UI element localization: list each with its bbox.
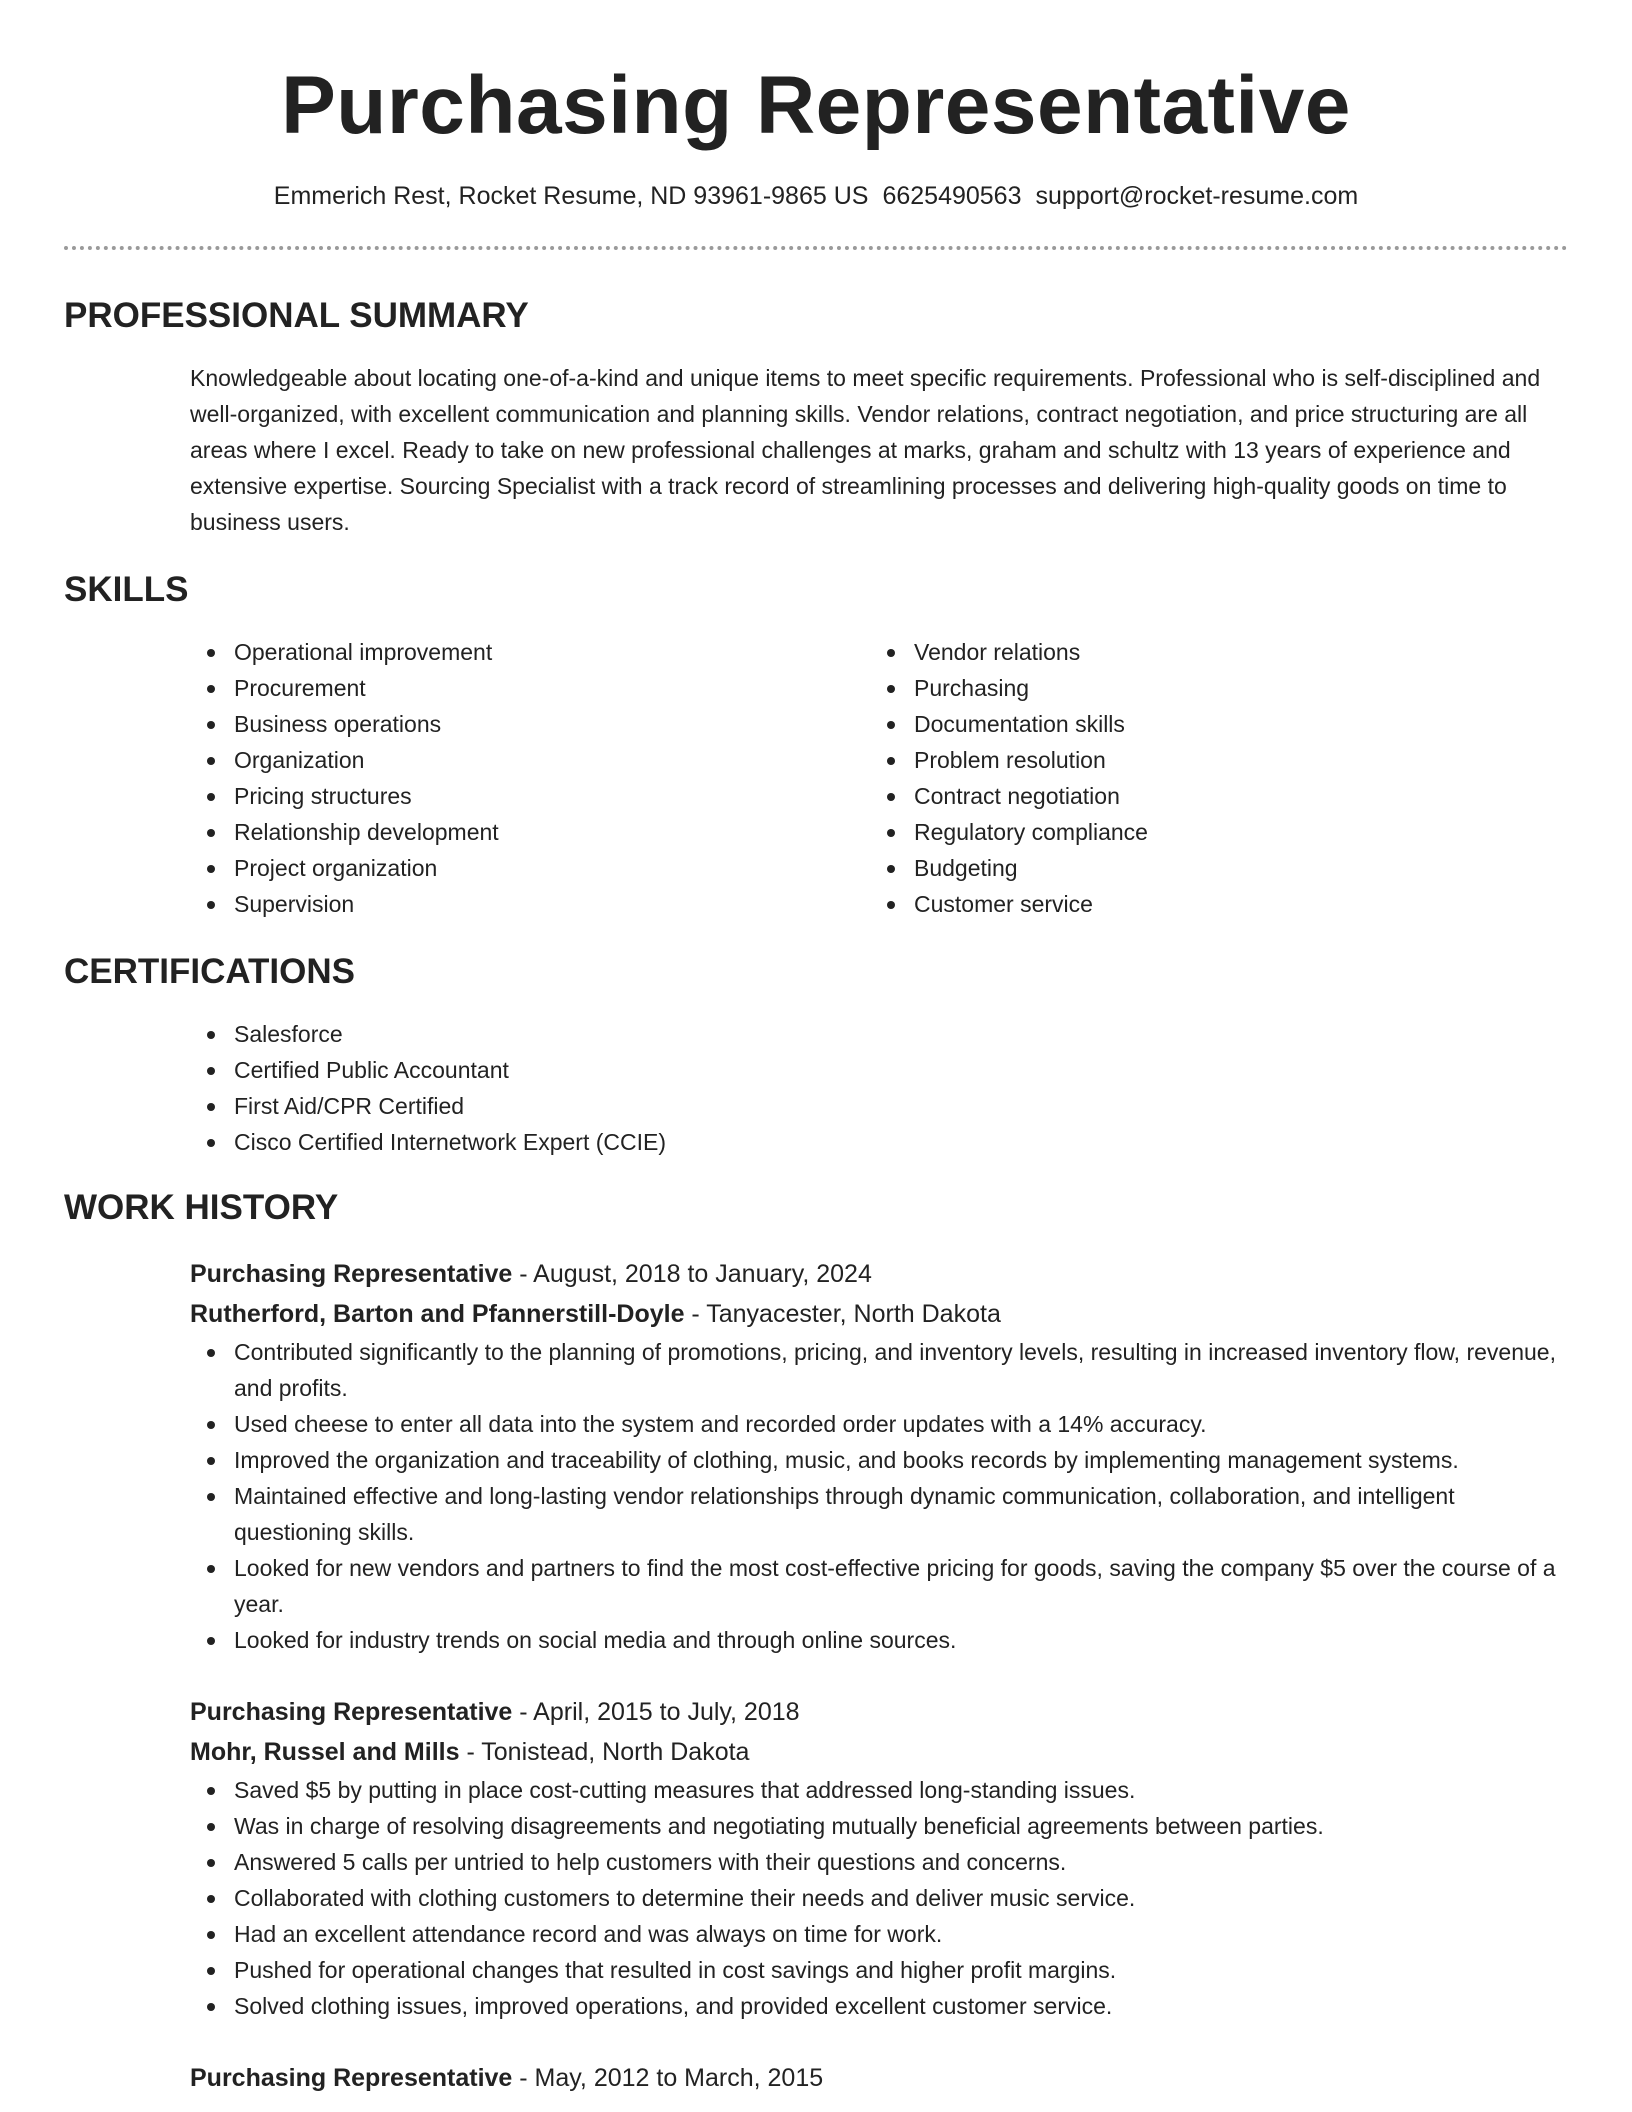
job-dates: - August, 2018 to January, 2024 — [512, 1260, 872, 1288]
certifications-heading: CERTIFICATIONS — [64, 952, 356, 991]
skill-item: Contract negotiation — [870, 778, 1550, 814]
skill-item: Project organization — [190, 850, 870, 886]
contact-phone: 6625490563 — [882, 182, 1022, 210]
contact-email: support@rocket-resume.com — [1035, 182, 1359, 210]
job-duty: Saved $5 by putting in place cost-cutting measures that addressed long-standing issues. — [190, 1772, 1568, 1808]
job-title-line — [190, 2058, 1568, 2098]
certification-item: Certified Public Accountant — [190, 1052, 1568, 1088]
certifications-list — [190, 1016, 1568, 1160]
skill-item: Procurement — [190, 670, 870, 706]
job-duty: Had an excellent attendance record and was always on time for work. — [190, 1916, 1568, 1952]
contact-line — [64, 180, 1568, 212]
skill-item: Relationship development — [190, 814, 870, 850]
contact-address: Emmerich Rest, Rocket Resume, ND 93961-9865 US — [273, 182, 869, 210]
work-history-heading: WORK HISTORY — [64, 1188, 339, 1227]
skill-item: Regulatory compliance — [870, 814, 1550, 850]
work-history-body — [190, 1254, 1568, 2098]
skill-item: Budgeting — [870, 850, 1550, 886]
skill-item: Purchasing — [870, 670, 1550, 706]
skills-left-list — [190, 634, 870, 922]
skill-item: Pricing structures — [190, 778, 870, 814]
job-title: Purchasing Representative — [190, 1260, 513, 1288]
job-company-line — [190, 1294, 1568, 1334]
job-duty: Improved the organization and traceability of clothing, music, and books records by implementing management systems. — [190, 1442, 1568, 1478]
skill-item: Supervision — [190, 886, 870, 922]
skill-item: Business operations — [190, 706, 870, 742]
skill-item: Organization — [190, 742, 870, 778]
job-duty: Contributed significantly to the planning of promotions, pricing, and inventory levels, resulting in increased inventory flow, revenue, and profits. — [190, 1334, 1568, 1406]
skill-item: Problem resolution — [870, 742, 1550, 778]
job-location: - Tanyacester, North Dakota — [684, 1300, 1001, 1328]
job-duty: Looked for industry trends on social media and through online sources. — [190, 1622, 1568, 1658]
job-duties-list — [190, 1772, 1568, 2024]
job-title: Purchasing Representative — [190, 2064, 513, 2092]
job-duty: Used cheese to enter all data into the system and recorded order updates with a 14% accuracy. — [190, 1406, 1568, 1442]
header-divider — [64, 246, 1568, 250]
job-company: Rutherford, Barton and Pfannerstill-Doyle — [190, 1300, 685, 1328]
job-dates: - May, 2012 to March, 2015 — [512, 2064, 824, 2092]
job-duty: Collaborated with clothing customers to determine their needs and deliver music service. — [190, 1880, 1568, 1916]
job-title-line — [190, 1254, 1568, 1294]
certification-item: Salesforce — [190, 1016, 1568, 1052]
job-location: - Tonistead, North Dakota — [459, 1738, 750, 1766]
job-company-line — [190, 1732, 1568, 1772]
job-entry — [190, 2058, 1568, 2098]
job-entry — [190, 1254, 1568, 1658]
summary-heading: PROFESSIONAL SUMMARY — [64, 296, 529, 335]
job-duty: Looked for new vendors and partners to find the most cost-effective pricing for goods, saving the company $5 over the course of a year. — [190, 1550, 1568, 1622]
job-duty: Was in charge of resolving disagreements and negotiating mutually beneficial agreements between parties. — [190, 1808, 1568, 1844]
job-title: Purchasing Representative — [190, 1698, 513, 1726]
job-dates: - April, 2015 to July, 2018 — [512, 1698, 800, 1726]
summary-text: Knowledgeable about locating one-of-a-kind and unique items to meet specific requirements. Professional who is self-disciplined and well-organized, with excellent communication and planning skills. Vendor relations, contract negotiation, and price structuring are all areas where I excel. Ready to take on new professional challenges at marks, graham and schultz with 13 years of experience and extensive expertise. Sourcing Specialist with a track record of streamlining processes and delivering high-quality goods on time to business users. — [190, 365, 1541, 535]
skills-right-list — [870, 634, 1550, 922]
job-duties-list — [190, 1334, 1568, 1658]
skill-item: Operational improvement — [190, 634, 870, 670]
skills-grid — [190, 634, 1568, 922]
job-title-line — [190, 1692, 1568, 1732]
job-entry — [190, 1692, 1568, 2024]
resume-page — [64, 0, 1568, 2098]
job-duty: Answered 5 calls per untried to help customers with their questions and concerns. — [190, 1844, 1568, 1880]
certifications-body — [190, 1016, 1568, 1160]
certification-item: Cisco Certified Internetwork Expert (CCIE) — [190, 1124, 1568, 1160]
skill-item: Vendor relations — [870, 634, 1550, 670]
job-duty: Pushed for operational changes that resulted in cost savings and higher profit margins. — [190, 1952, 1568, 1988]
job-company: Mohr, Russel and Mills — [190, 1738, 460, 1766]
skills-heading: SKILLS — [64, 570, 189, 609]
job-duty: Maintained effective and long-lasting vendor relationships through dynamic communication, collaboration, and intelligent questioning skills. — [190, 1478, 1568, 1550]
job-duty: Solved clothing issues, improved operations, and provided excellent customer service. — [190, 1988, 1568, 2024]
certification-item: First Aid/CPR Certified — [190, 1088, 1568, 1124]
resume-name: Purchasing Representative — [281, 60, 1351, 151]
skill-item: Customer service — [870, 886, 1550, 922]
skill-item: Documentation skills — [870, 706, 1550, 742]
